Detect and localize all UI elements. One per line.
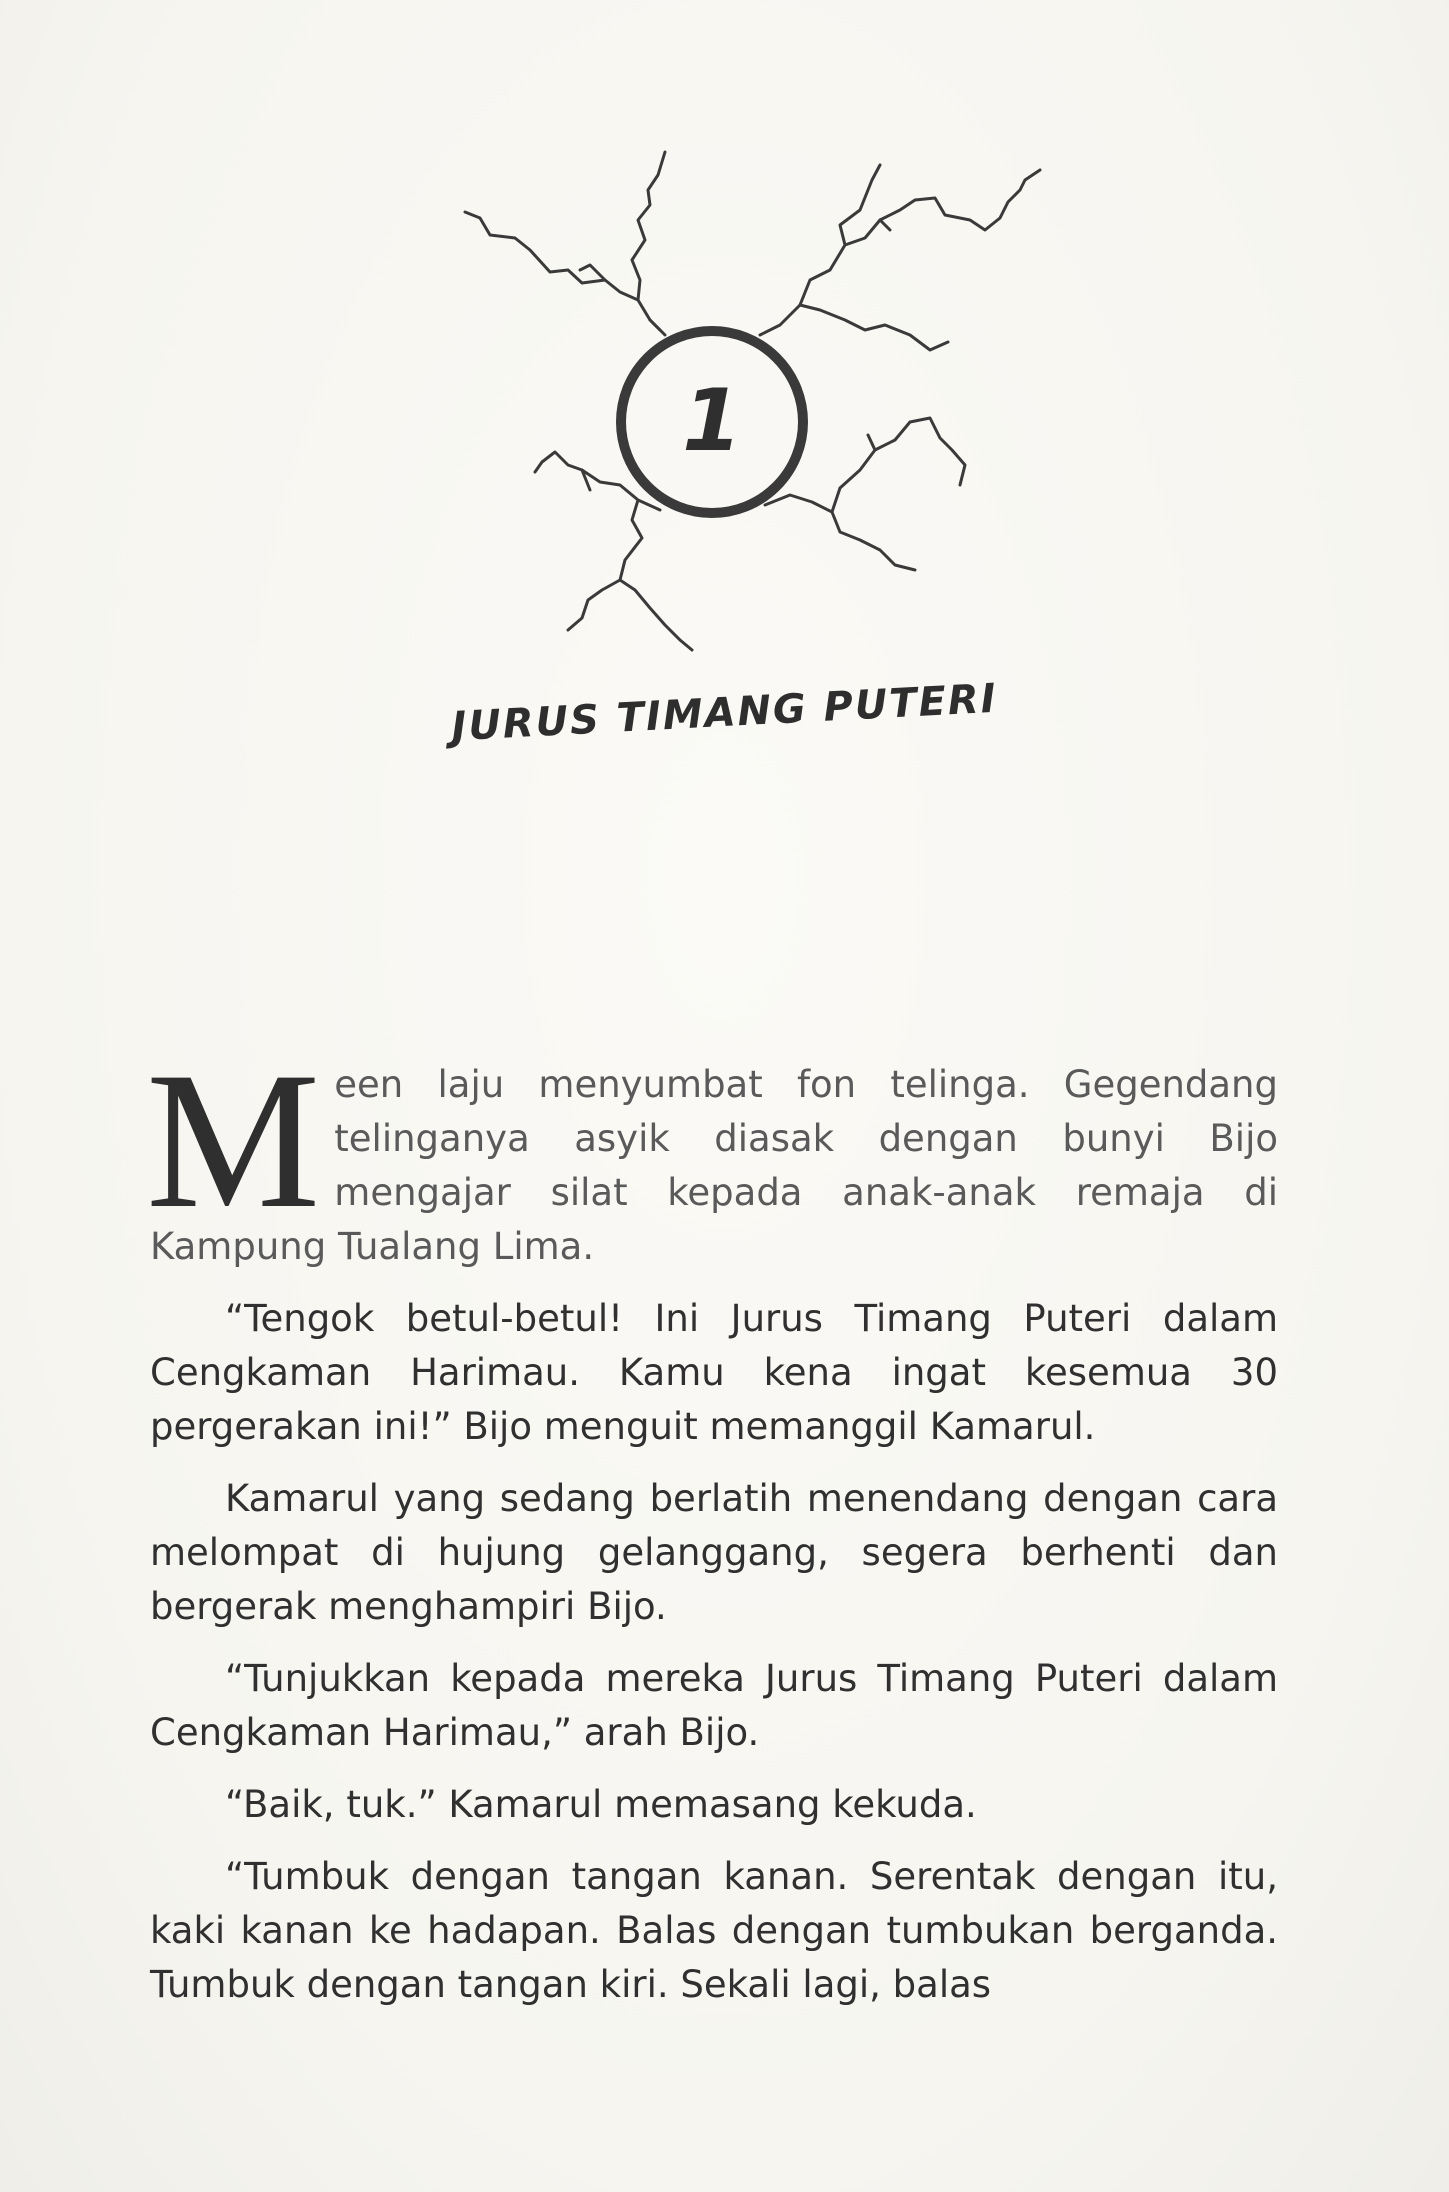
chapter-number: 1 <box>682 371 742 471</box>
paragraph <box>146 1032 1278 1274</box>
paragraph: Kamarul yang sedang berlatih menendang dengan cara melompat di hujung gelanggang, segera berhenti dan bergerak menghampiri Bijo. <box>150 1477 1278 1628</box>
paragraph: “Tunjukkan kepada mereka Jurus Timang Puteri dalam Cengkaman Harimau,” arah Bijo. <box>150 1657 1278 1754</box>
crack-lines-icon <box>465 152 1040 650</box>
paragraph: “Tengok betul-betul! Ini Jurus Timang Puteri dalam Cengkaman Harimau. Kamu kena ingat kesemua 30 pergerakan ini!” Bijo menguit memanggil Kamarul. <box>150 1297 1278 1448</box>
drop-cap: M <box>146 1032 321 1249</box>
paragraph: “Baik, tuk.” Kamarul memasang kekuda. <box>225 1783 977 1826</box>
paragraph: “Tumbuk dengan tangan kanan. Serentak dengan itu, kaki kanan ke hadapan. Balas dengan tumbukan berganda. Tumbuk dengan tangan kiri. Sekali lagi, balas <box>150 1855 1278 2006</box>
body-text <box>146 1032 1278 2030</box>
chapter-title: JURUS TIMANG PUTERI <box>450 675 999 751</box>
paragraph-text: een laju menyumbat fon telinga. Gegendang telinganya asyik diasak dengan bunyi Bijo mengajar silat kepada anak-anak remaja di Kampung Tualang Lima. <box>150 1063 1278 1268</box>
chapter-emblem <box>320 120 1100 700</box>
